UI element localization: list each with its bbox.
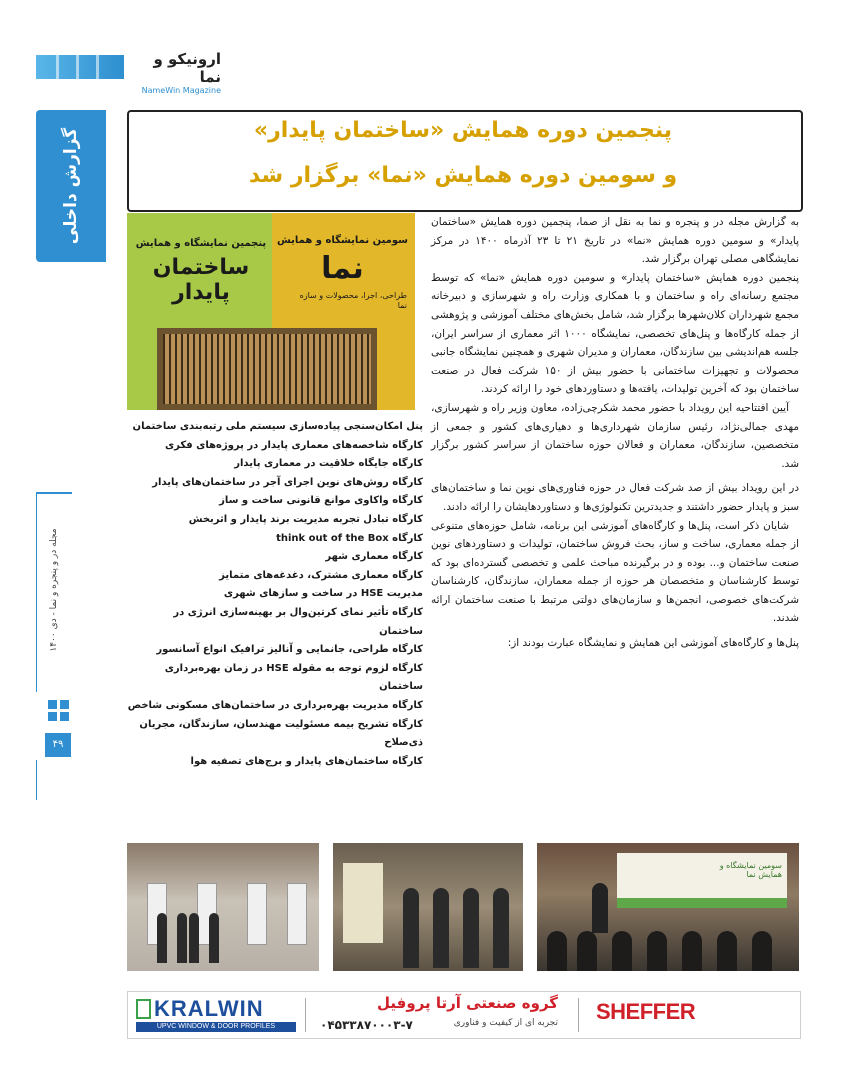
- ad-divider: [305, 998, 306, 1032]
- poster-yellow-line-3: طراحی، اجرا، محصولات و سازه نما: [299, 291, 407, 310]
- article-paragraph: شایان ذکر است، پنل‌ها و کارگاه‌های آموزشی این برنامه، شامل حوزه‌های متنوعی از جمله معماری، ساخت و ساز، بحث فروش ساختمان، تولیدات و دستاوردهای نوین صنعت ساختمان و... بوده و در برگیرنده مباحث علمی و تخصصی گسترده‌ای بود که توسط کارشناسان و متخصصان هر حوزه از جمله معماران، سازندگان، کارشناسان شرکت‌های خصوصی، انجمن‌ها و سازمان‌های دولتی مرتبط با صنعت ساختمان ارائه شدند.: [431, 519, 799, 625]
- list-item: کارگاه تشریح بیمه مسئولیت مهندسان، سازندگان، مجریان ذی‌صلاح: [139, 718, 423, 749]
- arta-title: گروه صنعتی آرتا پروفیل: [377, 994, 558, 1012]
- event-poster-image: [127, 213, 415, 410]
- list-item: پنل امکان‌سنجی پیاده‌سازی سیستم ملی رتبه‌بندی ساختمان: [132, 421, 423, 432]
- issue-info-text: مجله در و پنجره و نما - دی ۱۴۰۰: [49, 528, 59, 652]
- list-item: کارگاه واکاوی موانع قانونی ساخت و ساز: [219, 495, 423, 507]
- title-line-1: پنجمین دوره همایش «ساختمان پایدار»: [253, 118, 673, 143]
- section-tab-label: گزارش داخلی: [61, 127, 81, 245]
- sheffer-logo: [596, 999, 696, 1029]
- list-item: کارگاه شاخصه‌های معماری پایدار در پروژه‌های فکری: [164, 439, 423, 451]
- poster-yellow-line-2: نما: [321, 251, 364, 286]
- building-illustration: [157, 328, 377, 410]
- list-item: کارگاه جایگاه خلاقیت در معماری پایدار: [234, 458, 423, 470]
- list-item: کارگاه ساختمان‌های پایدار و برج‌های تصفیه هوا: [190, 755, 423, 767]
- side-ruler-cap: [36, 492, 72, 494]
- list-item: کارگاه معماری مشترک، دغدغه‌های متمایز: [219, 569, 423, 581]
- article-paragraph: در این رویداد بیش از صد شرکت فعال در حوزه فناوری‌های نوین نما و ساختمان‌های سبز و پایدار حضور داشتند و جدیدترین تکنولوژی‌ها و دستاوردهایشان را ارائه دادند.: [431, 482, 799, 513]
- speaker-figure: [592, 883, 608, 933]
- arta-phone: ۰۴۵۳۳۸۷۰۰۰۳-۷: [320, 1018, 413, 1032]
- magazine-logo: [127, 50, 221, 95]
- header-color-bar: [36, 55, 124, 79]
- section-tab: [36, 110, 106, 262]
- sheffer-name: SHEFFER: [596, 999, 696, 1024]
- page-number: ۴۹: [45, 733, 71, 757]
- title-line-2: و سومین دوره همایش «نما» برگزار شد: [248, 163, 678, 188]
- stage-screen-text: سومین نمایشگاه و همایش نما: [719, 861, 782, 879]
- side-ruler: [36, 492, 37, 692]
- event-photo-gallery-hall: [127, 843, 319, 971]
- list-item: کارگاه لزوم توجه به مقوله HSE در زمان بهره‌برداری ساختمان: [164, 662, 423, 693]
- magazine-name: ارونیکو و نما: [153, 50, 221, 86]
- article-body: [431, 213, 799, 653]
- event-photo-ceremony: [537, 843, 799, 971]
- list-item: کارگاه طراحی، جانمایی و آنالیز ترافیک انواع آسانسور: [156, 644, 423, 656]
- article-paragraph: به گزارش مجله در و پنجره و نما به نقل از صما، پنجمین دوره همایش «ساختمان پایدار» و سومین دوره همایش «نما» در تاریخ ۲۱ تا ۲۳ آذرماه ۱۴۰۰ در مرکز نمایشگاهی مصلی تهران برگزار شد.: [431, 216, 800, 266]
- side-ruler-lower: [36, 760, 37, 800]
- list-item: کارگاه روش‌های نوین اجرای آجر در ساختمان‌های پایدار: [152, 476, 423, 488]
- ad-divider: [578, 998, 579, 1032]
- list-item: کارگاه تبادل تجربه مدیریت برند پایدار و اثربخش: [188, 513, 423, 525]
- list-item: مدیریت HSE در ساخت و سازهای شهری: [223, 588, 423, 600]
- kralwin-subtitle: UPVC WINDOW & DOOR PROFILES: [136, 1022, 296, 1032]
- poster-green-line-1: پنجمین نمایشگاه و همایش: [135, 238, 267, 249]
- window-icon: [136, 999, 151, 1019]
- issue-info-vertical: [44, 510, 64, 670]
- poster-yellow-line-1: سومین نمایشگاه و همایش: [277, 235, 408, 246]
- list-item: کارگاه مدیریت بهره‌برداری در ساختمان‌های مسکونی شاخص: [127, 699, 423, 711]
- kralwin-logo: [136, 996, 296, 1032]
- list-item: کارگاه think out of the Box: [276, 532, 423, 544]
- article-paragraph: پنجمین دوره همایش «ساختمان پایدار» و سومین دوره همایش «نما» که توسط مجتمع رسانه‌ای راه و ساختمان و با همکاری وزارت راه و شهرسازی و دبیرخانه مجمع شهرداران کلان‌شهرها برگزار شد، شامل بخش‌های مختلف آموزشی و پژوهشی از جمله کارگاه‌ها و پنل‌های تخصصی، نمایشگاه ۱۰۰۰ اثر معماری از سراسر ایران، جلسه هم‌اندیشی بین سازندگان، معماران و مدیران شهری و همچنین نمایشگاه جانبی محصولات و تجهیزات ساختمانی با حضور بیش از ۱۵۰ شرکت فعال در صنعت ساختمان بود که آخرین تولیدات، یافته‌ها و دستاوردهای خود را ارائه کردند.: [431, 271, 799, 396]
- kralwin-name: KRALWIN: [154, 996, 264, 1021]
- arta-info: [320, 1018, 558, 1032]
- list-item: کارگاه معماری شهر: [325, 551, 423, 563]
- event-photo-visitors: [333, 843, 523, 971]
- magazine-sub: NameWin Magazine: [141, 86, 221, 95]
- article-paragraph: آیین افتتاحیه این رویداد با حضور محمد شکرچی‌زاده، معاون وزیر راه و شهرسازی، مهدی جمالی‌نژاد، رئیس سازمان شهرداری‌ها و دهیاری‌های کشور و جمعی از متخصصین، سازندگان، معماران و فعالان حوزه ساختمان از سراسر کشور برگزار شد.: [431, 401, 799, 470]
- article-paragraph: پنل‌ها و کارگاه‌های آموزشی این همایش و نمایشگاه عبارت بودند از:: [507, 637, 799, 650]
- grid-icon: [48, 700, 70, 722]
- arta-tagline: تجربه ای از کیفیت و فناوری: [453, 1018, 558, 1028]
- workshops-list: [127, 418, 423, 771]
- stage-screen: [617, 853, 787, 908]
- list-item: کارگاه تأثیر نمای کرتین‌وال بر بهینه‌سازی انرژی در ساختمان: [173, 606, 423, 637]
- poster-green-line-2: ساختمان پایدار: [152, 255, 250, 305]
